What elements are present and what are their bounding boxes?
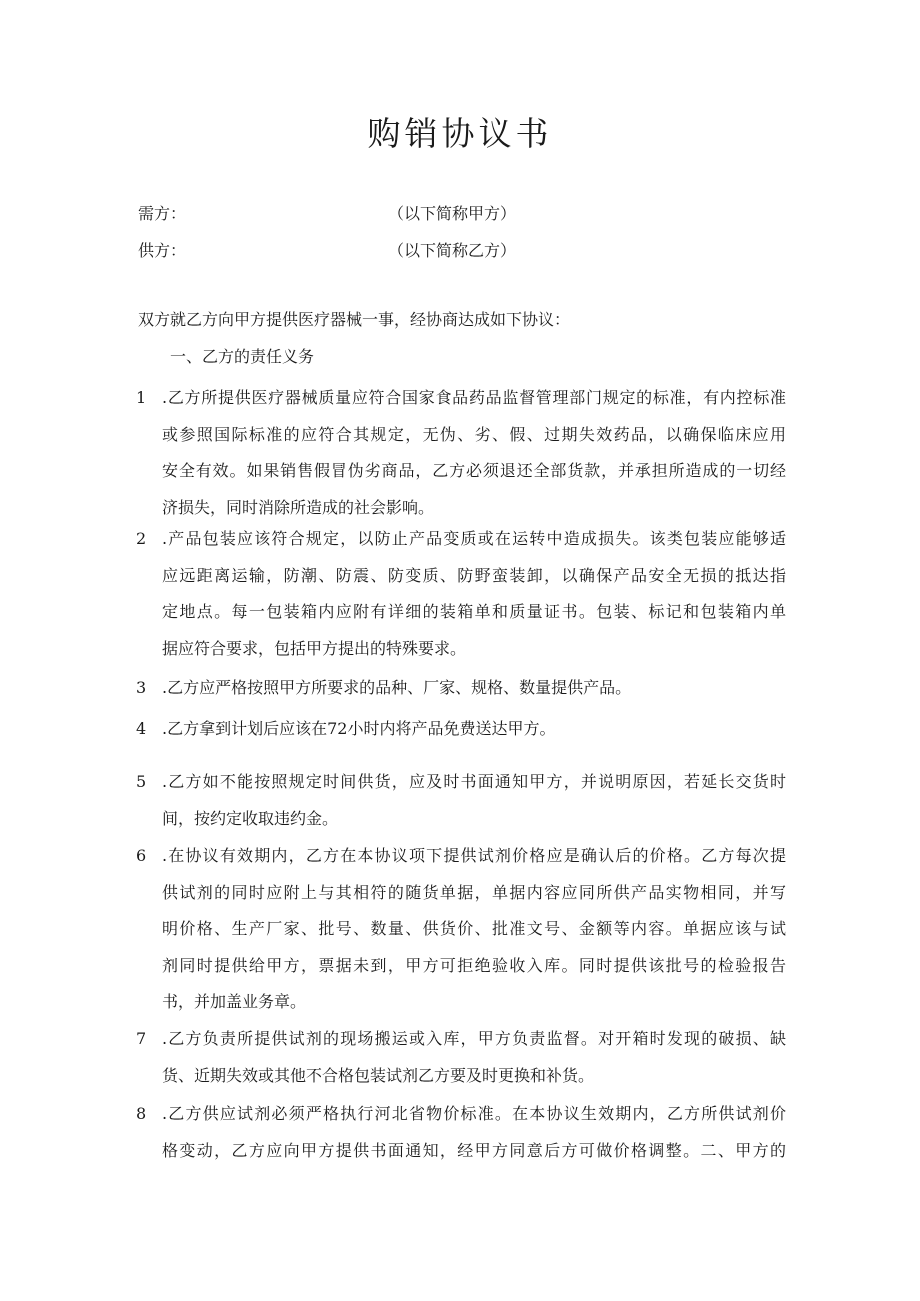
- clause-line: .乙方负责所提供试剂的现场搬运或入库，甲方负责监督。对开箱时发现的破损、缺: [162, 1029, 786, 1048]
- clause-number: 3: [136, 678, 147, 697]
- supply-party-note: （以下简称乙方）: [388, 241, 517, 260]
- clause-number: 5: [136, 772, 147, 791]
- clause-line: .乙方拿到计划后应该在72小时内将产品免费送达甲方。: [162, 719, 556, 738]
- clause-line: 济损失，同时消除所造成的社会影响。: [162, 497, 435, 517]
- clause-text: [162, 1096, 786, 1169]
- intro-paragraph: 双方就乙方向甲方提供医疗器械一事，经协商达成如下协议：: [138, 310, 571, 329]
- clause-number: 7: [136, 1029, 147, 1048]
- clause-text: [162, 711, 786, 748]
- clause-item: [136, 764, 786, 837]
- clause-text: [162, 764, 786, 837]
- clause-line: .乙方应严格按照甲方所要求的品种、厂家、规格、数量提供产品。: [162, 678, 632, 697]
- clause-line: 或参照国际标准的应符合其规定，无伪、劣、假、过期失效药品，以确保临床应用: [162, 424, 786, 444]
- clause-text: [162, 838, 786, 1021]
- clause-number: 4: [136, 719, 147, 738]
- clause-number: 6: [136, 846, 147, 865]
- document-title: 购销协议书: [367, 114, 553, 153]
- clause-text: [162, 1021, 786, 1094]
- clause-line: 定地点。每一包装箱内应附有详细的装箱单和质量证书。包装、标记和包装箱内单: [162, 602, 786, 621]
- clause-line: 间，按约定收取违约金。: [162, 808, 339, 828]
- clause-item: [136, 838, 786, 1021]
- clause-line: 应远距离运输，防潮、防震、防变质、防野蛮装卸，以确保产品安全无损的抵达指: [162, 565, 786, 585]
- clause-item: [136, 521, 786, 667]
- clause-line: .乙方供应试剂必须严格执行河北省物价标准。在本协议生效期内，乙方所供试剂价: [162, 1104, 786, 1123]
- supply-party-label: 供方：: [138, 241, 187, 260]
- clause-line: 供试剂的同时应附上与其相符的随货单据，单据内容应同所供产品实物相同，并写: [162, 882, 786, 902]
- section-heading: 一、乙方的责任义务: [170, 347, 315, 366]
- clause-line: .产品包装应该符合规定，以防止产品变质或在运转中造成损失。该类包装应能够适: [162, 529, 786, 548]
- clause-text: [162, 670, 786, 707]
- clause-line: 书，并加盖业务章。: [162, 992, 307, 1011]
- clause-number: 1: [136, 388, 147, 407]
- clause-item: [136, 380, 786, 526]
- clause-number: 2: [136, 529, 147, 548]
- clause-line: 明价格、生产厂家、批号、数量、供货价、批准文号、金额等内容。单据应该与试: [162, 919, 786, 938]
- clause-line: .在协议有效期内，乙方在本协议项下提供试剂价格应是确认后的价格。乙方每次提: [162, 846, 786, 865]
- clause-line: 货、近期失效或其他不合格包装试剂乙方要及时更换和补货。: [162, 1065, 595, 1085]
- clause-line: .乙方所提供医疗器械质量应符合国家食品药品监督管理部门规定的标准，有内控标准: [162, 388, 786, 407]
- clause-line: 格变动，乙方应向甲方提供书面通知，经甲方同意后方可做价格调整。二、甲方的: [162, 1140, 786, 1160]
- clause-text: [162, 521, 786, 667]
- clause-number: 8: [136, 1104, 147, 1123]
- clause-item: [136, 711, 786, 748]
- clause-item: [136, 1021, 786, 1094]
- demand-party-label: 需方：: [138, 204, 187, 223]
- clause-line: 据应符合要求，包括甲方提出的特殊要求。: [162, 638, 467, 658]
- clause-line: 安全有效。如果销售假冒伪劣商品，乙方必须退还全部货款，并承担所造成的一切经: [162, 461, 786, 480]
- demand-party-note: （以下简称甲方）: [388, 204, 517, 223]
- clause-item: [136, 670, 786, 707]
- clause-item: [136, 1096, 786, 1169]
- clause-text: [162, 380, 786, 526]
- clause-line: .乙方如不能按照规定时间供货，应及时书面通知甲方，并说明原因，若延长交货时: [162, 772, 786, 791]
- clause-line: 剂同时提供给甲方，票据未到，甲方可拒绝验收入库。同时提供该批号的检验报告: [162, 955, 786, 975]
